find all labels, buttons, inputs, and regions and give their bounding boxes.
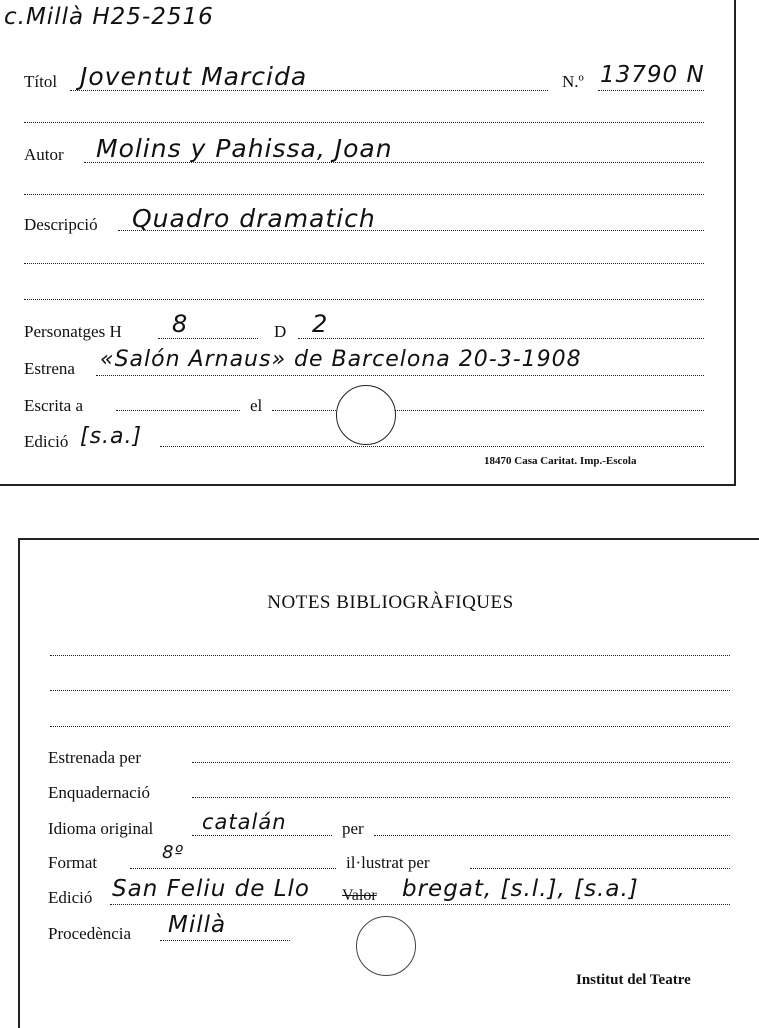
idioma-per-label: per — [342, 819, 364, 838]
call-number: c.Millà H25-2516 — [4, 4, 214, 30]
estrenada-label: Estrenada per — [48, 748, 141, 767]
edicio-line — [110, 904, 730, 905]
printer-imprint: 18470 Casa Caritat. Imp.-Escola — [484, 455, 637, 467]
punch-hole — [336, 385, 396, 445]
personatges-d-label: D — [274, 322, 287, 341]
descripcio-value: Quadro dramatich — [132, 204, 376, 233]
edicio-struck-word: Valor — [342, 887, 377, 904]
idioma-line — [192, 835, 332, 836]
edicio-label: Edició — [48, 888, 93, 907]
idioma-label: Idioma original — [48, 819, 154, 838]
illustrat-line — [470, 868, 730, 869]
institution-name: Institut del Teatre — [576, 972, 691, 988]
blank-line — [24, 263, 704, 264]
procedencia-line — [160, 940, 290, 941]
autor-value: Molins y Pahissa, Joan — [96, 134, 393, 163]
personatges-d-value: 2 — [312, 310, 329, 338]
blank-line — [50, 655, 730, 656]
number-value: 13790 N — [600, 62, 705, 88]
personatges-h-line — [158, 338, 258, 339]
edicio-label: Edició — [24, 432, 69, 451]
titol-line — [70, 90, 548, 91]
escrita-line — [116, 410, 240, 411]
catalog-card-front — [0, 0, 736, 486]
format-label: Format — [48, 853, 98, 872]
estrena-line — [96, 375, 704, 376]
titol-label: Títol — [24, 72, 58, 91]
card-heading: NOTES BIBLIOGRÀFIQUES — [267, 592, 514, 613]
el-label: el — [250, 396, 263, 415]
enquadernacio-label: Enquadernació — [48, 783, 150, 802]
number-label: N.º — [562, 72, 584, 91]
descripcio-label: Descripció — [24, 215, 98, 234]
blank-line — [50, 726, 730, 727]
blank-line — [24, 122, 704, 123]
escrita-label: Escrita a — [24, 396, 83, 415]
edicio-value-b: bregat, [s.l.], [s.a.] — [402, 876, 639, 902]
edicio-line — [160, 446, 704, 447]
autor-line — [84, 162, 704, 163]
titol-value: Joventut Marcida — [80, 62, 308, 91]
format-line — [130, 868, 336, 869]
personatges-d-line — [298, 338, 704, 339]
descripcio-line — [118, 230, 704, 231]
edicio-value: [s.a.] — [80, 424, 143, 449]
personatges-label: Personatges H — [24, 322, 122, 341]
edicio-value-a: San Feliu de Llo — [112, 876, 310, 902]
blank-line — [50, 690, 730, 691]
estrena-label: Estrena — [24, 359, 75, 378]
blank-line — [24, 194, 704, 195]
punch-hole — [356, 916, 416, 976]
estrena-value: «Salón Arnaus» de Barcelona 20-3-1908 — [100, 347, 582, 372]
procedencia-label: Procedència — [48, 924, 132, 943]
idioma-value: catalán — [202, 810, 287, 834]
enquadernacio-line — [192, 797, 730, 798]
format-value: 8º — [162, 842, 184, 863]
idioma-per-line — [374, 835, 730, 836]
personatges-h-value: 8 — [172, 310, 189, 338]
illustrat-label: il·lustrat per — [346, 853, 430, 872]
catalog-card-back — [18, 538, 759, 1028]
number-line — [598, 90, 704, 91]
autor-label: Autor — [24, 145, 64, 164]
procedencia-value: Millà — [168, 912, 227, 938]
blank-line — [24, 299, 704, 300]
estrenada-line — [192, 762, 730, 763]
